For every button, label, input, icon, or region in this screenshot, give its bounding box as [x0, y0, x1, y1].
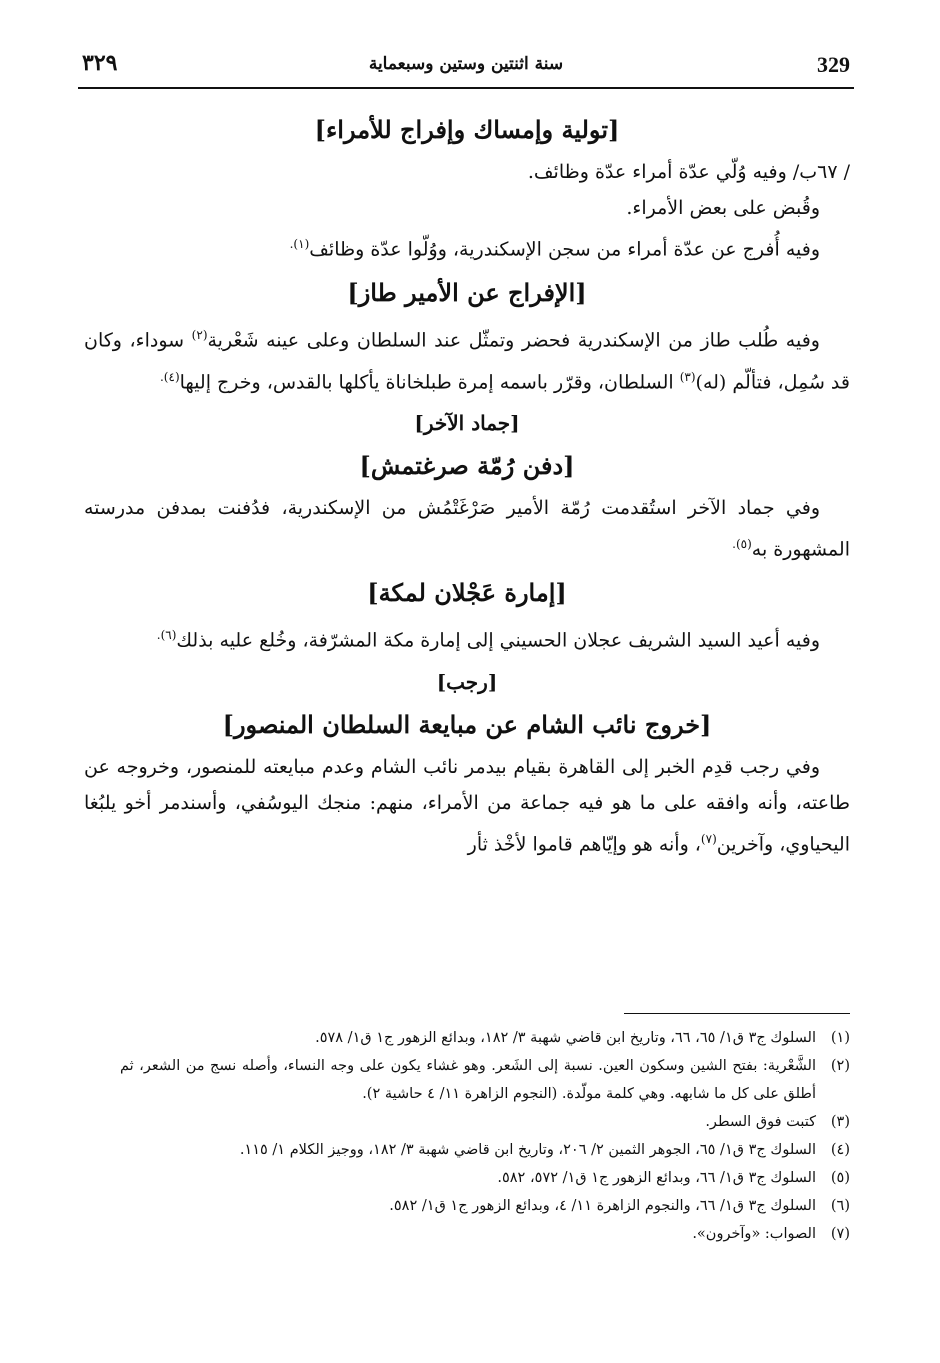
footnote-ref: (٣): [679, 369, 696, 384]
footnote: [120, 1220, 850, 1248]
page-number-arabic: ٣٢٩: [82, 50, 118, 76]
footnote-ref: (٧): [700, 831, 717, 846]
footnote-text: الصواب: «وآخرون».: [692, 1226, 816, 1242]
footnote: [120, 1052, 850, 1108]
month-heading: [رجب]: [436, 669, 498, 694]
footnote-ref: (٤).: [159, 369, 180, 384]
footnote-text: السلوك ج٣ ق١/ ٦٦، وبدائع الزهور ج١ ق١/ ٥٧٢، ٥٨٢.: [497, 1170, 816, 1186]
footnote: [120, 1192, 850, 1220]
month-heading: [جماد الآخر]: [414, 410, 520, 435]
paragraph: وفيه أعيد السيد الشريف عجلان الحسيني إلى إمارة مكة المشرّفة، وخُلع عليه بذلك$^{(٦).}$: [156, 628, 820, 652]
footnote-number: (٧): [830, 1226, 850, 1242]
paragraph: وقُبض على بعض الأمراء.: [626, 197, 820, 219]
footnote-rule: [624, 1013, 850, 1014]
section-heading: [دفن رُمّة صرغتمش]: [359, 450, 575, 480]
footnote-text: كتبت فوق السطر.: [705, 1114, 816, 1130]
section-heading: [إمارة عَجْلان لمكة]: [367, 578, 567, 608]
footnote-number: (٣): [830, 1114, 850, 1130]
footnote-ref: (٢): [191, 328, 208, 343]
running-header: [78, 50, 854, 86]
footnote-ref: (٦).: [156, 628, 177, 643]
footnote-ref: (١).: [289, 237, 310, 251]
footnote-number: (٤): [830, 1142, 850, 1158]
footnote-number: (١): [830, 1030, 850, 1046]
footnote: [120, 1108, 850, 1136]
running-title: سنة اثنتين وستين وسبعماية: [368, 54, 564, 74]
footnote-ref: (٥).: [732, 536, 752, 551]
paragraph: وفيه طُلب طاز من الإسكندرية فحضر وتمثّل عند السلطان وعلى عينه شَعْرية$^{(٢)}$ سوداء، وكان قد سُمِل، فتألّم (له)$^{(٣)}$ السلطان، وقرّر باسمه إمرة طبلخاناة يأكلها بالقدس، وخرج إليها$^{(٤).}$: [84, 328, 850, 393]
paragraph: / ٦٧ب/ وفيه وُلّي عدّة أمراء عدّة وظائف.: [527, 161, 850, 183]
footnote: [120, 1024, 850, 1052]
footnote-number: (٢): [830, 1058, 850, 1074]
main-text: [84, 104, 850, 862]
footnote-number: (٦): [830, 1198, 850, 1214]
footnote-text: السلوك ج٣ ق١/ ٦٥، الجوهر الثمين ٢/ ٢٠٦، وتاريخ ابن قاضي شهبة ٣/ ١٨٢، ووجيز الكلام ١/ ١١٥.: [239, 1142, 816, 1158]
footnote-text: الشَّعْرية: بفتح الشين وسكون العين. نسبة إلى الشَعر. وهو غشاء يكون على وجه النساء، وأصله نسج من الشعر، ثم أطلق على كل ما شابهه. وهي كلمة مولّدة. (النجوم الزاهرة ١١/ ٤ حاشية ٢).: [120, 1058, 816, 1102]
footnote: [120, 1164, 850, 1192]
paragraph: وفي رجب قدِم الخبر إلى القاهرة بقيام بيدمر نائب الشام وعدم مبايعته للمنصور، وخروجه عن طاعته، وأنه وافقه على ما هو فيه جماعة من الأمراء، منهم: منجك اليوسُفي، وأسندمر أخو يلبُغا اليحياوي، وآخرين$^{(٧)}$، وأنه هو وإيّاهم قاموا لأخْذ ثأر: [84, 755, 850, 855]
section-heading: [الإفراج عن الأمير طاز]: [347, 278, 587, 308]
paragraph: وفي جماد الآخر استُقدمت رُمّة الأمير صَرْغَتْمُش من الإسكندرية، فدُفنت بمدفن مدرسته المشهورة به$^{(٥).}$: [84, 496, 850, 561]
footnote: [120, 1136, 850, 1164]
section-heading: [تولية وإمساك وإفراج للأمراء]: [314, 115, 620, 144]
footnote-text: السلوك ج٣ ق١/ ٦٥، ٦٦، وتاريخ ابن قاضي شهبة ٣/ ١٨٢، وبدائع الزهور ج١ ق١/ ٥٧٨.: [315, 1030, 816, 1046]
header-rule: [78, 87, 854, 89]
footnote-number: (٥): [830, 1170, 850, 1186]
section-heading: [خروج نائب الشام عن مبايعة السلطان المنصور]: [222, 709, 712, 739]
page-number-latin: 329: [817, 52, 850, 77]
footnote-text: السلوك ج٣ ق١/ ٦٦، والنجوم الزاهرة ١١/ ٤، وبدائع الزهور ج١ ق١/ ٥٨٢.: [389, 1198, 816, 1214]
footnotes: [120, 1024, 850, 1248]
paragraph: وفيه أُفرج عن عدّة أمراء من سجن الإسكندرية، ووُلّوا عدّة وظائف$^{(١).}$: [289, 237, 820, 261]
